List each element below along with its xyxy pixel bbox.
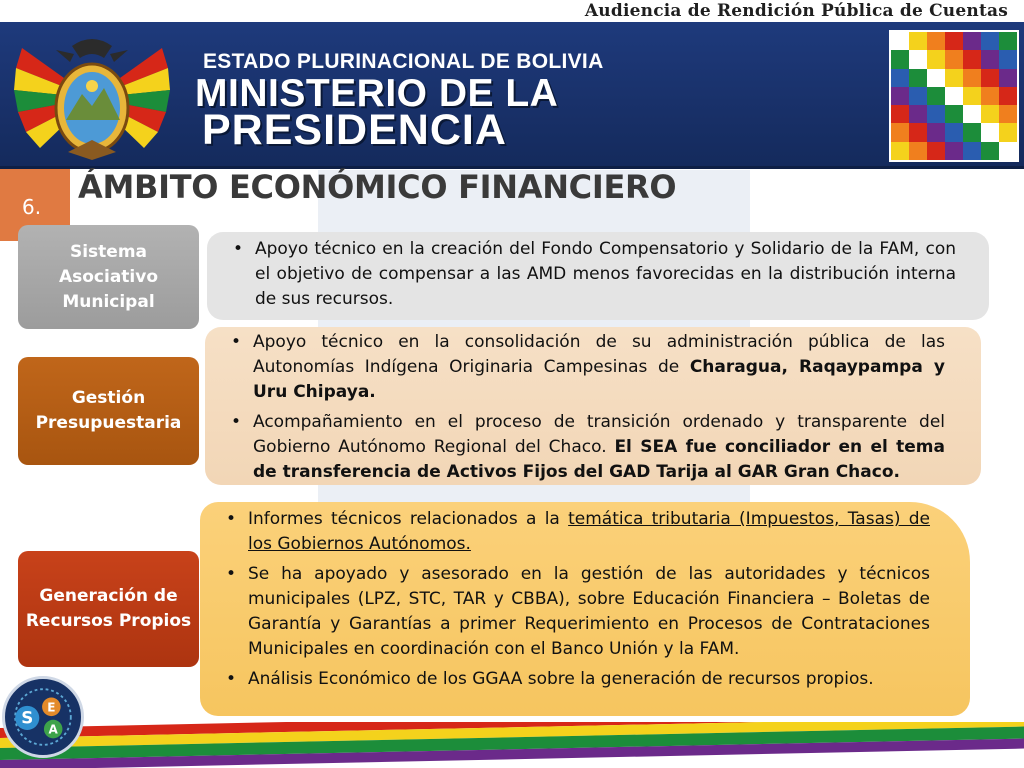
logo-letter-a: A [48, 722, 58, 737]
section-number: 6. [22, 195, 42, 219]
wiphala-cell [927, 123, 945, 141]
content-box-presupuestaria [205, 327, 981, 485]
wiphala-cell [891, 87, 909, 105]
wiphala-cell [981, 142, 999, 160]
label-sistema-asociativo: Sistema Asociativo Municipal [18, 225, 199, 329]
wiphala-cell [963, 87, 981, 105]
wiphala-cell [927, 105, 945, 123]
wiphala-cell [891, 105, 909, 123]
logo-letter-s: S [21, 708, 34, 728]
wiphala-cell [927, 32, 945, 50]
wiphala-cell [891, 69, 909, 87]
bullet-underlined-text: temática tributaria (Impuestos, Tasas) de los Gobiernos Autónomos. [248, 509, 930, 554]
wiphala-cell [963, 123, 981, 141]
wiphala-cell [909, 32, 927, 50]
wiphala-flag-icon [889, 30, 1019, 162]
wiphala-cell [945, 69, 963, 87]
wiphala-cell [945, 50, 963, 68]
wiphala-cell [963, 69, 981, 87]
wiphala-cell [909, 50, 927, 68]
wiphala-cell [909, 142, 927, 160]
bullet-bold-text: Charagua, Raqaypampa y Uru Chipaya. [253, 357, 945, 402]
wiphala-cell [999, 50, 1017, 68]
bullet-item: • Apoyo técnico en la creación del Fondo Compensatorio y Solidario de la FAM, con el objetivo de compensar a las AMD menos favorecidas en la distribución interna de sus recursos. [255, 237, 956, 312]
bullet-bold-text: El SEA fue conciliador en el tema de transferencia de Activos Fijos del GAD Tarija al GAR Gran Chaco. [253, 437, 945, 482]
section-title: ÁMBITO ECONÓMICO FINANCIERO [78, 168, 677, 206]
wiphala-cell [999, 32, 1017, 50]
bullet-item [253, 330, 945, 405]
wiphala-cell [945, 32, 963, 50]
wiphala-cell [945, 142, 963, 160]
wiphala-cell [981, 50, 999, 68]
wiphala-cell [927, 69, 945, 87]
wiphala-cell [909, 123, 927, 141]
footer-stripes [0, 722, 1024, 768]
wiphala-cell [891, 32, 909, 50]
bullet-text: Apoyo técnico en la consolidación de su administración pública de las Autonomías Indígena Originaria Campesinas de [253, 332, 945, 377]
coat-of-arms-icon [12, 28, 172, 164]
ministry-line: MINISTERIO DE LA [195, 72, 559, 115]
wiphala-cell [999, 142, 1017, 160]
wiphala-cell [891, 50, 909, 68]
wiphala-cell [909, 105, 927, 123]
top-strip [0, 0, 1024, 22]
wiphala-cell [981, 87, 999, 105]
ministry-name: PRESIDENCIA [202, 106, 507, 154]
sea-logo-icon [2, 676, 84, 758]
wiphala-cell [963, 105, 981, 123]
wiphala-cell [927, 50, 945, 68]
event-title: Audiencia de Rendición Pública de Cuentas [584, 1, 1008, 21]
logo-letter-e: E [47, 700, 56, 715]
wiphala-cell [999, 69, 1017, 87]
bullet-item: • Se ha apoyado y asesorado en la gestión de las autoridades y técnicos municipales (LPZ, STC, TAR y CBBA), sobre Educación Financiera – Boletas de Garantía y Garantías a primer Requerimiento en Procesos de Contrataciones Municipales en coordinación con el Banco Unión y la FAM. [248, 562, 930, 662]
wiphala-cell [945, 123, 963, 141]
wiphala-cell [963, 50, 981, 68]
label-gestion-presupuestaria: Gestión Presupuestaria [18, 357, 199, 465]
wiphala-cell [981, 123, 999, 141]
wiphala-cell [999, 123, 1017, 141]
wiphala-cell [999, 87, 1017, 105]
wiphala-cell [909, 69, 927, 87]
wiphala-cell [945, 105, 963, 123]
wiphala-cell [981, 105, 999, 123]
wiphala-cell [891, 142, 909, 160]
bullet-text: Acompañamiento en el proceso de transición ordenado y transparente del Gobierno Autónomo Regional del Chaco. [253, 412, 945, 457]
wiphala-cell [927, 87, 945, 105]
label-generacion-recursos: Generación de Recursos Propios [18, 551, 199, 667]
wiphala-cell [909, 87, 927, 105]
bullet-item [248, 507, 930, 557]
wiphala-cell [891, 123, 909, 141]
bullet-item: • Análisis Económico de los GGAA sobre la generación de recursos propios. [248, 667, 930, 692]
wiphala-cell [981, 69, 999, 87]
content-box-municipal [207, 232, 989, 320]
content-box-recursos [200, 502, 970, 716]
bullet-text: Informes técnicos relacionados a la [248, 509, 569, 529]
wiphala-cell [963, 32, 981, 50]
state-name: ESTADO PLURINACIONAL DE BOLIVIA [203, 50, 604, 73]
wiphala-cell [981, 32, 999, 50]
wiphala-cell [999, 105, 1017, 123]
wiphala-cell [945, 87, 963, 105]
wiphala-cell [927, 142, 945, 160]
bullet-item [253, 410, 945, 485]
wiphala-cell [963, 142, 981, 160]
